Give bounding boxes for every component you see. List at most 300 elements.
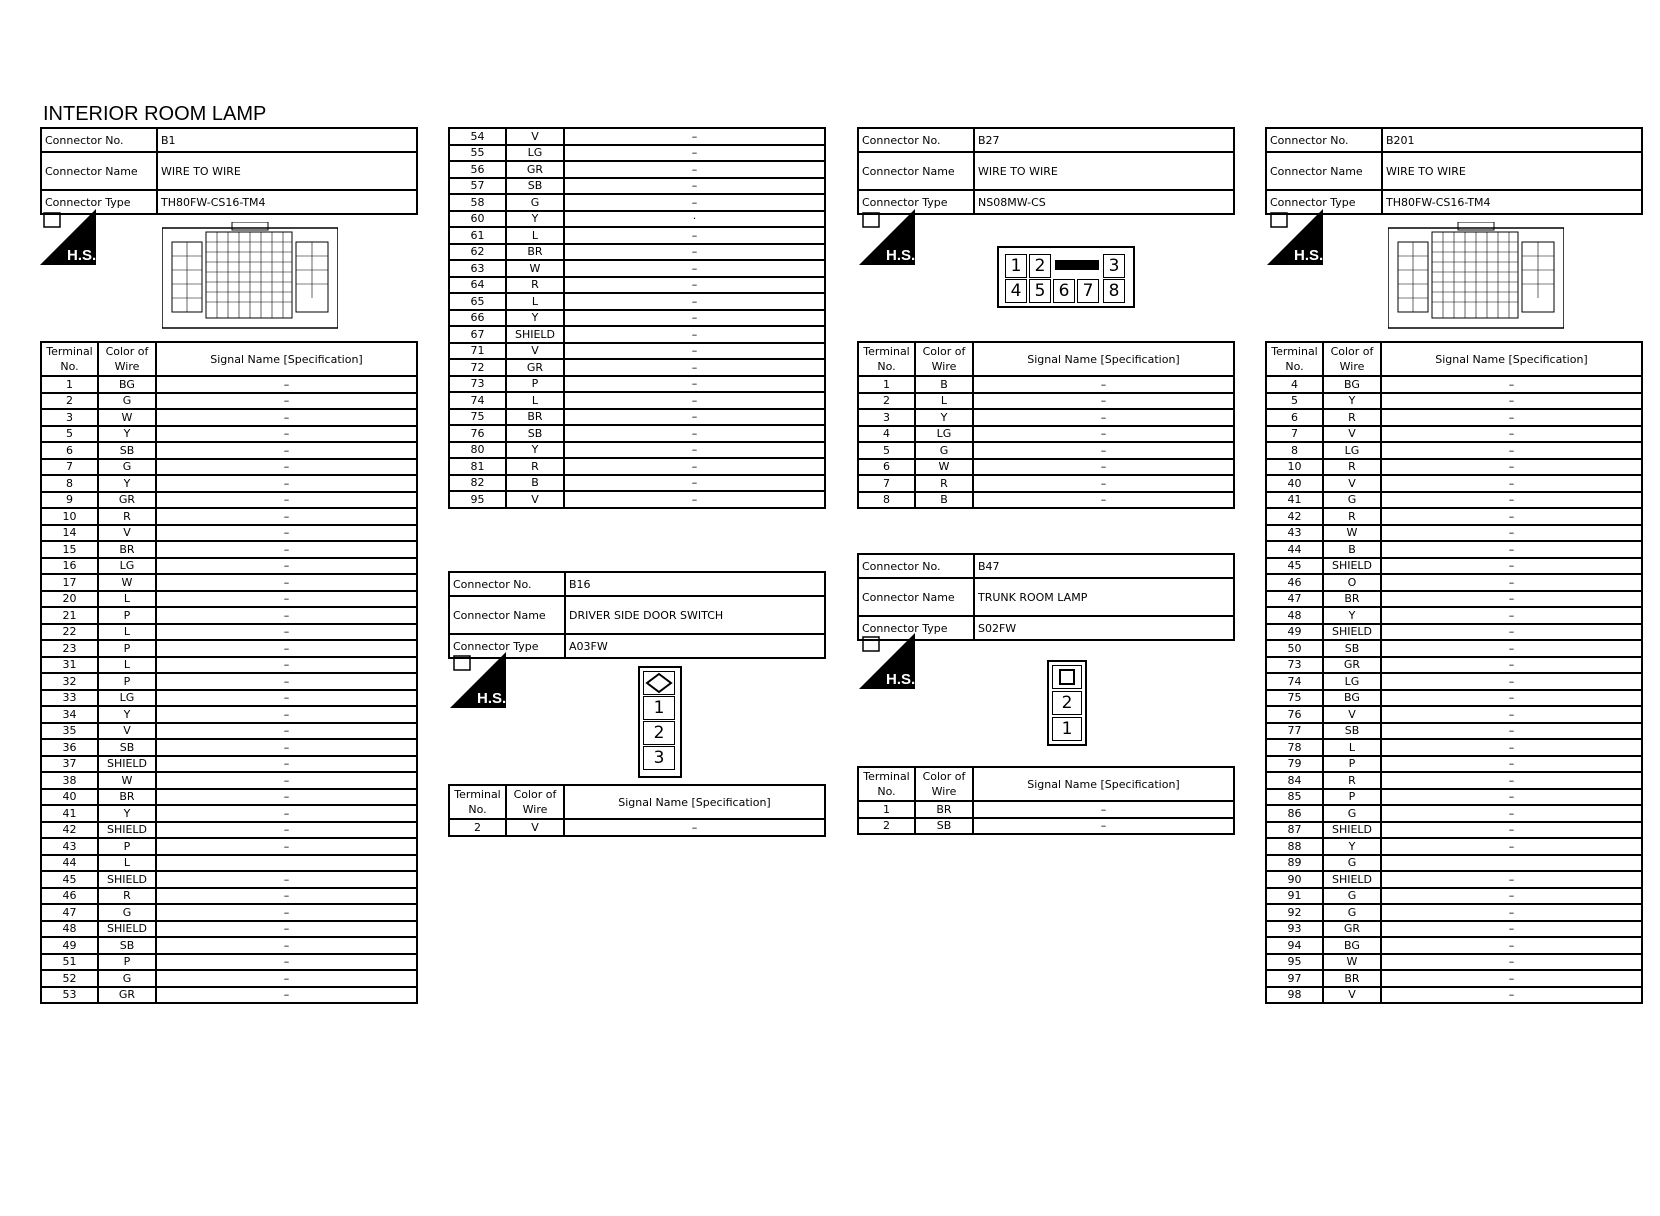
th-signal: Signal Name [Specification] — [564, 785, 825, 819]
color-cell: GR — [98, 492, 156, 509]
color-cell: O — [1323, 574, 1381, 591]
color-cell: Y — [506, 211, 564, 228]
signal-cell: – — [564, 128, 825, 145]
signal-cell: – — [564, 310, 825, 327]
table-row — [1266, 888, 1642, 905]
signal-cell: – — [1381, 624, 1642, 641]
color-cell: G — [915, 442, 973, 459]
terminal-table-b201-wrap — [1265, 341, 1643, 1004]
table-row — [449, 161, 825, 178]
terminal-table-b47-wrap — [857, 766, 1235, 835]
terminal-cell: 31 — [41, 657, 98, 674]
terminal-cell: 87 — [1266, 822, 1323, 839]
signal-cell: – — [564, 376, 825, 393]
color-cell: R — [1323, 459, 1381, 476]
table-row — [449, 128, 825, 145]
th-terminal: Terminal No. — [449, 785, 506, 819]
terminal-cell: 45 — [1266, 558, 1323, 575]
table-row — [1266, 838, 1642, 855]
signal-cell: – — [564, 326, 825, 343]
terminal-cell: 4 — [858, 426, 915, 443]
table-row — [449, 277, 825, 294]
terminal-cell: 21 — [41, 607, 98, 624]
color-cell: P — [98, 673, 156, 690]
terminal-cell: 64 — [449, 277, 506, 294]
signal-cell: – — [564, 491, 825, 508]
th-color: Color of Wire — [915, 342, 973, 376]
table-row — [1266, 921, 1642, 938]
color-cell: V — [1323, 475, 1381, 492]
signal-cell: – — [156, 789, 417, 806]
signal-cell: – — [564, 425, 825, 442]
signal-cell: – — [1381, 640, 1642, 657]
table-row — [1266, 475, 1642, 492]
terminal-cell: 67 — [449, 326, 506, 343]
connector-b16 — [448, 571, 826, 659]
signal-cell: – — [973, 818, 1234, 835]
color-cell: L — [506, 227, 564, 244]
signal-cell: – — [156, 822, 417, 839]
signal-cell — [1381, 855, 1642, 872]
th-terminal: Terminal No. — [1266, 342, 1323, 376]
terminal-cell: 44 — [1266, 541, 1323, 558]
terminal-cell: 73 — [1266, 657, 1323, 674]
color-cell: BR — [1323, 591, 1381, 608]
table-row — [41, 426, 417, 443]
color-cell: Y — [1323, 838, 1381, 855]
color-cell: R — [98, 508, 156, 525]
signal-cell: – — [156, 904, 417, 921]
connector-header-b1 — [40, 127, 418, 215]
terminal-cell: 73 — [449, 376, 506, 393]
signal-cell: – — [156, 673, 417, 690]
signal-cell: – — [564, 244, 825, 261]
terminal-cell: 60 — [449, 211, 506, 228]
terminal-cell: 88 — [1266, 838, 1323, 855]
signal-cell: – — [1381, 525, 1642, 542]
terminal-cell: 35 — [41, 723, 98, 740]
table-row — [1266, 739, 1642, 756]
label-connector-no: Connector No. — [41, 128, 157, 152]
connector-type: A03FW — [565, 634, 825, 658]
table-row — [41, 871, 417, 888]
terminal-cell: 32 — [41, 673, 98, 690]
color-cell: B — [506, 475, 564, 492]
pin: 8 — [1103, 279, 1125, 303]
color-cell: L — [506, 293, 564, 310]
table-row — [449, 343, 825, 360]
signal-cell: – — [1381, 492, 1642, 509]
signal-cell — [156, 855, 417, 872]
terminal-cell: 44 — [41, 855, 98, 872]
terminal-cell: 37 — [41, 756, 98, 773]
table-row — [1266, 657, 1642, 674]
signal-cell: – — [156, 723, 417, 740]
table-row — [41, 822, 417, 839]
terminal-cell: 78 — [1266, 739, 1323, 756]
signal-cell: – — [156, 954, 417, 971]
connector-no: B47 — [974, 554, 1234, 578]
terminal-cell: 54 — [449, 128, 506, 145]
color-cell: V — [98, 723, 156, 740]
terminal-table-b1-cont — [448, 127, 826, 509]
terminal-cell: 16 — [41, 558, 98, 575]
table-row — [449, 359, 825, 376]
signal-cell: – — [973, 801, 1234, 818]
table-row — [41, 937, 417, 954]
table-row — [1266, 640, 1642, 657]
terminal-cell: 10 — [1266, 459, 1323, 476]
terminal-cell: 38 — [41, 772, 98, 789]
table-row — [41, 591, 417, 608]
color-cell: GR — [98, 987, 156, 1004]
terminal-cell: 85 — [1266, 789, 1323, 806]
th-color: Color of Wire — [98, 342, 156, 376]
terminal-cell: 50 — [1266, 640, 1323, 657]
color-cell: L — [98, 855, 156, 872]
table-row — [41, 888, 417, 905]
th-signal: Signal Name [Specification] — [973, 342, 1234, 376]
terminal-cell: 81 — [449, 458, 506, 475]
signal-cell: – — [156, 640, 417, 657]
color-cell: W — [506, 260, 564, 277]
terminal-table-b1-cont-wrap — [448, 127, 826, 509]
table-row — [1266, 987, 1642, 1004]
label-connector-type: Connector Type — [1266, 190, 1382, 214]
terminal-table-b1 — [40, 341, 418, 1004]
signal-cell: – — [564, 343, 825, 360]
signal-cell: – — [156, 442, 417, 459]
color-cell: R — [98, 888, 156, 905]
table-row — [858, 459, 1234, 476]
color-cell: BR — [98, 541, 156, 558]
terminal-cell: 2 — [858, 393, 915, 410]
color-cell: Y — [506, 442, 564, 459]
terminal-cell: 8 — [858, 492, 915, 509]
color-cell: W — [98, 772, 156, 789]
terminal-cell: 8 — [1266, 442, 1323, 459]
th-color: Color of Wire — [506, 785, 564, 819]
signal-cell: – — [156, 921, 417, 938]
page-title: INTERIOR ROOM LAMP — [43, 103, 267, 125]
th-terminal: Terminal No. — [41, 342, 98, 376]
connector-face-b27 — [997, 246, 1135, 308]
terminal-cell: 43 — [41, 838, 98, 855]
color-cell: SHIELD — [1323, 558, 1381, 575]
color-cell: SHIELD — [1323, 624, 1381, 641]
terminal-cell: 42 — [41, 822, 98, 839]
label-connector-no: Connector No. — [858, 554, 974, 578]
color-cell: L — [98, 624, 156, 641]
pin: 3 — [1103, 254, 1125, 278]
table-row — [449, 458, 825, 475]
color-cell: Y — [1323, 393, 1381, 410]
table-row — [449, 145, 825, 162]
color-cell: Y — [506, 310, 564, 327]
signal-cell: – — [1381, 706, 1642, 723]
table-row — [41, 706, 417, 723]
color-cell: R — [1323, 772, 1381, 789]
color-cell: BR — [1323, 970, 1381, 987]
terminal-cell: 49 — [1266, 624, 1323, 641]
signal-cell: – — [1381, 591, 1642, 608]
connector-header-b16 — [448, 571, 826, 659]
color-cell: SB — [506, 425, 564, 442]
signal-cell: – — [1381, 657, 1642, 674]
signal-cell: – — [1381, 442, 1642, 459]
color-cell: Y — [98, 426, 156, 443]
color-cell: BG — [1323, 690, 1381, 707]
table-row — [449, 819, 825, 836]
connector-header-b27 — [857, 127, 1235, 215]
terminal-cell: 49 — [41, 937, 98, 954]
table-row — [1266, 690, 1642, 707]
table-row — [858, 475, 1234, 492]
signal-cell: – — [156, 838, 417, 855]
signal-cell: – — [564, 145, 825, 162]
label-connector-type: Connector Type — [41, 190, 157, 214]
connector-no: B201 — [1382, 128, 1642, 152]
signal-cell: – — [1381, 426, 1642, 443]
table-row — [1266, 937, 1642, 954]
signal-cell: – — [1381, 475, 1642, 492]
signal-cell: – — [1381, 805, 1642, 822]
harness-side-icon — [450, 652, 506, 708]
color-cell: LG — [506, 145, 564, 162]
harness-side-icon — [859, 209, 915, 265]
terminal-cell: 41 — [41, 805, 98, 822]
table-row — [1266, 376, 1642, 393]
terminal-table-b1-wrap — [40, 341, 418, 1004]
signal-cell: – — [156, 888, 417, 905]
hs-label: H.S. — [886, 247, 915, 264]
color-cell: SB — [1323, 723, 1381, 740]
signal-cell: – — [156, 376, 417, 393]
table-row — [858, 409, 1234, 426]
signal-cell: – — [1381, 409, 1642, 426]
signal-cell: – — [1381, 789, 1642, 806]
connector-b201 — [1265, 127, 1643, 215]
table-row — [41, 376, 417, 393]
terminal-cell: 6 — [858, 459, 915, 476]
signal-cell: – — [973, 459, 1234, 476]
table-row — [1266, 805, 1642, 822]
table-row — [1266, 789, 1642, 806]
signal-cell: – — [156, 508, 417, 525]
signal-cell: – — [564, 359, 825, 376]
connector-no: B1 — [157, 128, 417, 152]
color-cell: W — [1323, 525, 1381, 542]
harness-side-icon — [40, 209, 96, 265]
terminal-cell: 92 — [1266, 904, 1323, 921]
color-cell: BG — [98, 376, 156, 393]
label-connector-no: Connector No. — [858, 128, 974, 152]
pin: 2 — [643, 721, 675, 745]
color-cell: SHIELD — [98, 921, 156, 938]
color-cell: BG — [1323, 937, 1381, 954]
terminal-cell: 15 — [41, 541, 98, 558]
signal-cell: – — [156, 772, 417, 789]
terminal-cell: 72 — [449, 359, 506, 376]
signal-cell: – — [973, 442, 1234, 459]
terminal-cell: 5 — [41, 426, 98, 443]
label-connector-name: Connector Name — [858, 578, 974, 616]
color-cell: P — [98, 838, 156, 855]
key-marker — [643, 671, 675, 695]
connector-face-b201 — [1388, 222, 1564, 334]
signal-cell: – — [1381, 772, 1642, 789]
table-row — [449, 475, 825, 492]
signal-cell: – — [156, 475, 417, 492]
pin: 7 — [1077, 279, 1099, 303]
signal-cell: – — [564, 475, 825, 492]
terminal-table-b47 — [857, 766, 1235, 835]
terminal-cell: 77 — [1266, 723, 1323, 740]
signal-cell: – — [156, 492, 417, 509]
signal-cell: – — [156, 657, 417, 674]
terminal-cell: 43 — [1266, 525, 1323, 542]
color-cell: Y — [98, 706, 156, 723]
connector-b27 — [857, 127, 1235, 215]
terminal-cell: 91 — [1266, 888, 1323, 905]
hs-label: H.S. — [477, 690, 506, 707]
table-row — [1266, 426, 1642, 443]
color-cell: Y — [1323, 607, 1381, 624]
connector-name: TRUNK ROOM LAMP — [974, 578, 1234, 616]
table-row — [41, 723, 417, 740]
signal-cell: – — [156, 574, 417, 591]
table-row — [41, 789, 417, 806]
table-row — [449, 442, 825, 459]
signal-cell: – — [1381, 871, 1642, 888]
color-cell: V — [506, 128, 564, 145]
table-row — [41, 541, 417, 558]
table-row — [1266, 871, 1642, 888]
connector-type: NS08MW-CS — [974, 190, 1234, 214]
th-terminal: Terminal No. — [858, 342, 915, 376]
hs-label: H.S. — [67, 247, 96, 264]
table-row — [41, 673, 417, 690]
terminal-table-b27-wrap — [857, 341, 1235, 509]
table-row — [41, 574, 417, 591]
terminal-cell: 53 — [41, 987, 98, 1004]
signal-cell: – — [1381, 541, 1642, 558]
connector-b1 — [40, 127, 418, 215]
table-row — [1266, 558, 1642, 575]
table-row — [1266, 756, 1642, 773]
color-cell: L — [915, 393, 973, 410]
color-cell: W — [915, 459, 973, 476]
pin: 1 — [643, 696, 675, 720]
connector-face-b47 — [1047, 660, 1087, 746]
terminal-cell: 3 — [858, 409, 915, 426]
table-row — [1266, 723, 1642, 740]
color-cell: V — [98, 525, 156, 542]
signal-cell: – — [1381, 756, 1642, 773]
color-cell: SB — [98, 739, 156, 756]
color-cell: P — [506, 376, 564, 393]
table-row — [1266, 525, 1642, 542]
table-row — [858, 818, 1234, 835]
signal-cell: – — [1381, 904, 1642, 921]
terminal-cell: 80 — [449, 442, 506, 459]
table-row — [1266, 574, 1642, 591]
signal-cell: – — [156, 558, 417, 575]
signal-cell: – — [1381, 970, 1642, 987]
connector-type: TH80FW-CS16-TM4 — [157, 190, 417, 214]
signal-cell: – — [973, 426, 1234, 443]
signal-cell: – — [156, 525, 417, 542]
terminal-cell: 36 — [41, 739, 98, 756]
signal-cell: – — [973, 492, 1234, 509]
table-row — [449, 293, 825, 310]
color-cell: R — [506, 458, 564, 475]
label-connector-type: Connector Type — [858, 190, 974, 214]
terminal-cell: 84 — [1266, 772, 1323, 789]
table-row — [41, 525, 417, 542]
color-cell: LG — [98, 690, 156, 707]
terminal-cell: 75 — [449, 409, 506, 426]
th-signal: Signal Name [Specification] — [973, 767, 1234, 801]
signal-cell: – — [156, 756, 417, 773]
label-connector-no: Connector No. — [1266, 128, 1382, 152]
terminal-cell: 93 — [1266, 921, 1323, 938]
terminal-cell: 86 — [1266, 805, 1323, 822]
color-cell: SHIELD — [98, 871, 156, 888]
color-cell: V — [506, 343, 564, 360]
signal-cell: – — [156, 426, 417, 443]
color-cell: G — [506, 194, 564, 211]
hs-label: H.S. — [1294, 247, 1323, 264]
table-row — [41, 640, 417, 657]
signal-cell: – — [1381, 673, 1642, 690]
table-row — [449, 425, 825, 442]
color-cell: BR — [98, 789, 156, 806]
connector-name: DRIVER SIDE DOOR SWITCH — [565, 596, 825, 634]
table-row — [449, 326, 825, 343]
signal-cell: – — [564, 194, 825, 211]
signal-cell: – — [564, 442, 825, 459]
table-row — [41, 475, 417, 492]
terminal-cell: 48 — [1266, 607, 1323, 624]
harness-side-icon — [859, 633, 915, 689]
signal-cell: – — [1381, 459, 1642, 476]
terminal-table-b16 — [448, 784, 826, 837]
terminal-cell: 45 — [41, 871, 98, 888]
color-cell: SHIELD — [98, 822, 156, 839]
connector-name: WIRE TO WIRE — [157, 152, 417, 190]
signal-cell: – — [564, 819, 825, 836]
connector-b47 — [857, 553, 1235, 641]
color-cell: V — [1323, 426, 1381, 443]
terminal-cell: 66 — [449, 310, 506, 327]
table-row — [858, 376, 1234, 393]
terminal-cell: 58 — [449, 194, 506, 211]
th-terminal: Terminal No. — [858, 767, 915, 801]
signal-cell: – — [156, 690, 417, 707]
terminal-cell: 82 — [449, 475, 506, 492]
color-cell: G — [1323, 492, 1381, 509]
signal-cell: – — [156, 970, 417, 987]
table-row — [1266, 772, 1642, 789]
terminal-cell: 89 — [1266, 855, 1323, 872]
color-cell: SB — [98, 442, 156, 459]
terminal-cell: 1 — [858, 801, 915, 818]
color-cell: SB — [915, 818, 973, 835]
color-cell: P — [1323, 756, 1381, 773]
table-row — [449, 211, 825, 228]
signal-cell: – — [564, 293, 825, 310]
